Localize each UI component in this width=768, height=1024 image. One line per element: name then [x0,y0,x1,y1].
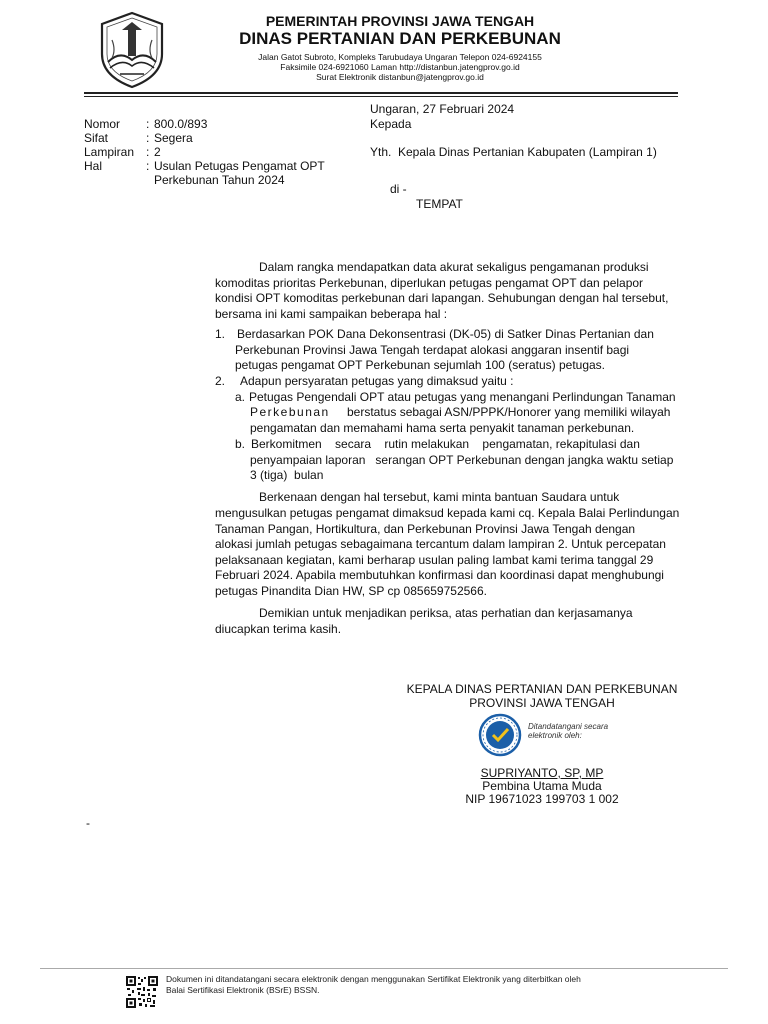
letterhead-rule-thin [84,96,678,97]
meta-sifat-value: Segera [154,131,193,145]
meta-hal-value-line2: Perkebunan Tahun 2024 [154,173,285,187]
esign-text-1: Ditandatangani secara [528,722,609,731]
meta-hal-label: Hal [84,159,103,173]
place-date: Ungaran, 27 Februari 2024 [370,102,515,116]
sub-b-line-3: 3 (tiga) bulan [250,468,324,482]
letterhead-government: PEMERINTAH PROVINSI JAWA TENGAH [265,13,535,29]
item-2-number: 2. [215,374,226,388]
footer-line-2: Balai Sertifikasi Elektronik (BSrE) BSSN. [166,985,320,995]
qr-code-icon [126,976,158,1008]
item-1-line-2: Perkebunan Provinsi Jawa Tengah terdapat alokasi anggaran insentif bagi [235,343,630,357]
intro-line-4: bersama ini kami sampaikan beberapa hal : [215,307,448,321]
signatory-name: SUPRIYANTO, SP, MP [480,766,604,780]
meta-sifat-label: Sifat [84,131,109,145]
sub-a-line-3: pengamatan dan memahami hama serta penyakit tanaman perkebunan. [250,421,635,435]
meta-lampiran-label: Lampiran [84,145,135,159]
letterhead-rule-thick [84,92,678,94]
closing-line-1: Demikian untuk menjadikan periksa, atas perhatian dan kerjasamanya [259,606,633,620]
meta-nomor-label: Nomor [84,117,121,131]
item-1-number: 1. [215,327,226,341]
bsre-seal-icon [478,713,522,757]
item-2-text: Adapun persyaratan petugas yang dimaksud yaitu : [240,374,514,388]
di-label: di - [390,182,407,196]
sub-b-line-2: penyampaian laporan serangan OPT Perkebunan dengan jangka waktu setiap [250,453,674,467]
stray-mark: - [86,816,90,830]
footer-note [166,974,726,996]
tempat-label: TEMPAT [416,197,463,211]
provincial-emblem-icon [92,10,172,90]
footer-rule [40,968,728,969]
letterhead-fax-web: Faksimile 024-6921060 Laman http://distanbun.jatengprov.go.id [280,62,520,72]
meta-lampiran-value: 2 [154,145,161,159]
signatory-rank: Pembina Utama Muda [482,779,602,793]
para2-line-5: pelaksanaan kegiatan, kami berharap usulan paling lambat kami terima tanggal 29 [215,553,654,567]
yth-prefix: Yth. [370,145,392,159]
signatory-nip: NIP 19671023 199703 1 002 [465,792,619,806]
sub-a-spaced-word: Perkebunan [250,405,330,419]
sub-a-label: a. [235,390,246,404]
signature-title-2: PROVINSI JAWA TENGAH [469,696,615,710]
letterhead-agency: DINAS PERTANIAN DAN PERKEBUNAN [239,29,561,48]
meta-nomor-value: 800.0/893 [154,117,208,131]
recipient: Kepala Dinas Pertanian Kabupaten (Lampiran 1) [398,145,657,159]
sub-b-line-1: Berkomitmen secara rutin melakukan pengamatan, rekapitulasi dan [251,437,640,451]
closing-line-2: diucapkan terima kasih. [215,622,342,636]
para2-line-6: Februari 2024. Apabila membutuhkan konfirmasi dan koordinasi dapat menghubungi [215,568,664,582]
kepada-label: Kepada [370,117,412,131]
meta-hal-colon: : [146,159,150,173]
meta-nomor-colon: : [146,117,150,131]
para2-line-4: alokasi jumlah petugas sebagaimana tercantum dalam lampiran 2. Untuk percepatan [215,537,666,551]
para2-line-2: mengusulkan petugas pengamat dimaksud kepada kami cq. Kepala Balai Perlindungan [215,506,680,520]
letterhead-address: Jalan Gatot Subroto, Kompleks Tarubudaya Ungaran Telepon 024-6924155 [258,52,542,62]
footer-line-1: Dokumen ini ditandatangani secara elektronik dengan menggunakan Sertifikat Elektronik yang diterbitkan oleh [166,974,581,984]
para2-line-1: Berkenaan dengan hal tersebut, kami minta bantuan Saudara untuk [259,490,620,504]
meta-lampiran-colon: : [146,145,150,159]
sub-b-label: b. [235,437,246,451]
para2-line-3: Tanaman Pangan, Hortikultura, dan Perkebunan Provinsi Jawa Tengah dengan [215,522,636,536]
sub-a-line-1: Petugas Pengendali OPT atau petugas yang menangani Perlindungan Tanaman [249,390,676,404]
item-1-line-3: petugas pengamat OPT Perkebunan sejumlah 100 (seratus) petugas. [235,358,606,372]
item-1-line-1: Berdasarkan POK Dana Dekonsentrasi (DK-05) di Satker Dinas Pertanian dan [237,327,654,341]
meta-sifat-colon: : [146,131,150,145]
para2-line-7: petugas Pinandita Dian HW, SP cp 085659752566. [215,584,487,598]
esign-text-2: elektronik oleh: [528,731,582,740]
intro-line-2: komoditas prioritas Perkebunan, diperlukan petugas pengamat OPT dan pelapor [215,276,644,290]
intro-line-3: kondisi OPT komoditas perkebunan dari lapangan. Sehubungan dengan hal tersebut, [215,291,669,305]
intro-line-1: Dalam rangka mendapatkan data akurat sekaligus pengamanan produksi [259,260,649,274]
signature-title-1: KEPALA DINAS PERTANIAN DAN PERKEBUNAN [406,682,678,696]
letterhead-email: Surat Elektronik distanbun@jatengprov.go.id [316,72,484,82]
meta-hal-value: Usulan Petugas Pengamat OPT [154,159,325,173]
sub-a-line-2: berstatus sebagai ASN/PPPK/Honorer yang memiliki wilayah [347,405,671,419]
